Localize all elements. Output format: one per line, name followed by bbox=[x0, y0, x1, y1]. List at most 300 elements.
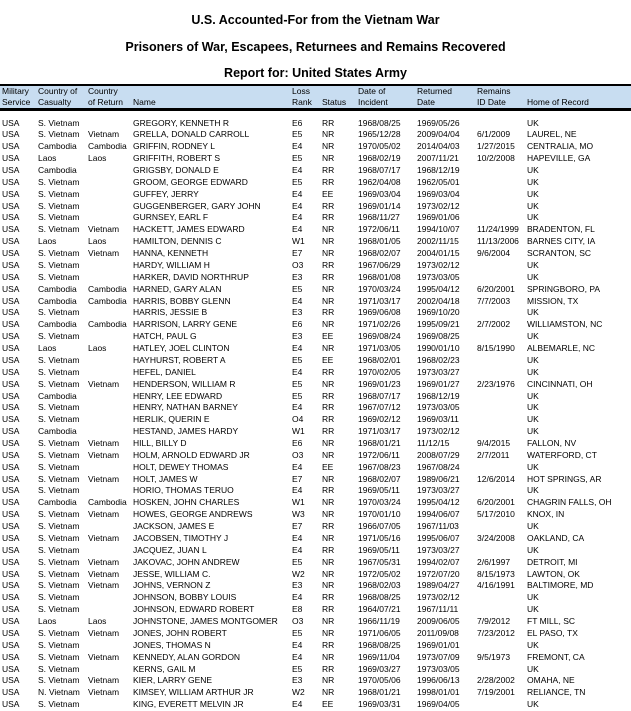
cell-rank: E4 bbox=[292, 544, 303, 555]
cell-status: NR bbox=[322, 509, 335, 520]
cell-service: USA bbox=[2, 188, 20, 199]
cell-return: Vietnam bbox=[88, 248, 120, 259]
cell-casualty: S. Vietnam bbox=[38, 521, 80, 532]
cell-remains: 2/7/2011 bbox=[477, 449, 510, 460]
cell-rank: O4 bbox=[292, 414, 304, 425]
cell-name: GROOM, GEORGE EDWARD bbox=[133, 176, 248, 187]
cell-casualty: S. Vietnam bbox=[38, 117, 80, 128]
table-row bbox=[0, 414, 631, 426]
cell-home: DETROIT, MI bbox=[527, 556, 578, 567]
cell-name: GRIFFITH, ROBERT S bbox=[133, 153, 221, 164]
cell-return: Vietnam bbox=[88, 378, 120, 389]
cell-name: HAYHURST, ROBERT A bbox=[133, 354, 226, 365]
cell-returned: 1969/01/06 bbox=[417, 212, 460, 223]
cell-returned: 1969/03/04 bbox=[417, 188, 460, 199]
cell-service: USA bbox=[2, 604, 20, 615]
cell-name: GURNSEY, EARL F bbox=[133, 212, 209, 223]
cell-name: HOLM, ARNOLD EDWARD JR bbox=[133, 449, 250, 460]
cell-remains: 9/5/1973 bbox=[477, 651, 511, 662]
cell-remains: 2/23/1976 bbox=[477, 378, 515, 389]
cell-name: HARRIS, JESSIE B bbox=[133, 307, 208, 318]
header-loss-rank-line2: Rank bbox=[292, 97, 312, 107]
cell-rank: W1 bbox=[292, 426, 305, 437]
cell-status: NR bbox=[322, 343, 335, 354]
cell-home: OAKLAND, CA bbox=[527, 532, 585, 543]
cell-name: JONES, THOMAS N bbox=[133, 639, 211, 650]
table-row bbox=[0, 438, 631, 450]
cell-status: NR bbox=[322, 627, 335, 638]
header-military-service-line1: Military bbox=[2, 86, 29, 96]
cell-casualty: S. Vietnam bbox=[38, 224, 80, 235]
header-country-of-return-line1: Country bbox=[88, 86, 118, 96]
table-row bbox=[0, 699, 631, 711]
cell-rank: E5 bbox=[292, 176, 303, 187]
cell-incident: 1969/06/08 bbox=[358, 307, 401, 318]
cell-incident: 1966/11/19 bbox=[358, 616, 400, 627]
cell-service: USA bbox=[2, 295, 20, 306]
cell-incident: 1967/06/29 bbox=[358, 259, 401, 270]
cell-status: RR bbox=[322, 212, 335, 223]
cell-service: USA bbox=[2, 556, 20, 567]
cell-incident: 1966/07/05 bbox=[358, 521, 401, 532]
table-row bbox=[0, 260, 631, 272]
cell-returned: 1973/02/12 bbox=[417, 592, 460, 603]
cell-status: EE bbox=[322, 699, 334, 710]
cell-rank: E4 bbox=[292, 592, 303, 603]
cell-casualty: S. Vietnam bbox=[38, 473, 80, 484]
cell-casualty: Cambodia bbox=[38, 164, 77, 175]
cell-rank: E7 bbox=[292, 521, 303, 532]
cell-rank: E3 bbox=[292, 580, 303, 591]
cell-service: USA bbox=[2, 414, 20, 425]
cell-status: RR bbox=[322, 200, 335, 211]
cell-incident: 1970/05/06 bbox=[358, 675, 401, 686]
table-row bbox=[0, 367, 631, 379]
cell-service: USA bbox=[2, 224, 20, 235]
cell-status: NR bbox=[322, 651, 335, 662]
cell-returned: 1969/03/11 bbox=[417, 414, 459, 425]
cell-return: Laos bbox=[88, 236, 107, 247]
header-returned-date-line1: Returned bbox=[417, 86, 452, 96]
cell-remains: 5/17/2010 bbox=[477, 509, 515, 520]
table-row bbox=[0, 319, 631, 331]
cell-casualty: S. Vietnam bbox=[38, 485, 80, 496]
cell-returned: 1994/10/07 bbox=[417, 224, 460, 235]
cell-incident: 1968/08/25 bbox=[358, 592, 401, 603]
header-name-line2: Name bbox=[133, 97, 156, 107]
cell-returned: 1995/04/12 bbox=[417, 283, 460, 294]
cell-status: RR bbox=[322, 485, 335, 496]
cell-service: USA bbox=[2, 675, 20, 686]
cell-rank: E4 bbox=[292, 651, 303, 662]
cell-status: RR bbox=[322, 426, 335, 437]
cell-incident: 1970/03/24 bbox=[358, 283, 401, 294]
cell-remains: 1/27/2015 bbox=[477, 141, 515, 152]
cell-service: USA bbox=[2, 544, 20, 555]
cell-name: KIMSEY, WILLIAM ARTHUR JR bbox=[133, 687, 254, 698]
cell-rank: E4 bbox=[292, 200, 303, 211]
table-row bbox=[0, 521, 631, 533]
header-country-of-casualty-line1: Country of bbox=[38, 86, 78, 96]
header-status-line2: Status bbox=[322, 97, 347, 107]
cell-service: USA bbox=[2, 402, 20, 413]
cell-return: Vietnam bbox=[88, 651, 120, 662]
table-row bbox=[0, 391, 631, 403]
cell-return: Vietnam bbox=[88, 437, 120, 448]
cell-status: RR bbox=[322, 176, 335, 187]
cell-home: UK bbox=[527, 521, 539, 532]
cell-remains: 9/4/2015 bbox=[477, 437, 511, 448]
cell-returned: 1973/03/05 bbox=[417, 402, 460, 413]
cell-incident: 1970/03/24 bbox=[358, 497, 401, 508]
cell-incident: 1969/05/11 bbox=[358, 485, 400, 496]
cell-casualty: S. Vietnam bbox=[38, 699, 80, 710]
cell-service: USA bbox=[2, 236, 20, 247]
cell-name: HENRY, NATHAN BARNEY bbox=[133, 402, 238, 413]
cell-casualty: Cambodia bbox=[38, 295, 77, 306]
header-home-of-record-line2: Home of Record bbox=[527, 97, 589, 107]
table-row bbox=[0, 640, 631, 652]
header-date-of-incident-line2: Incident bbox=[358, 97, 388, 107]
header-remains-id-date-line1: Remains bbox=[477, 86, 511, 96]
cell-returned: 1967/08/24 bbox=[417, 461, 460, 472]
cell-returned: 1969/05/26 bbox=[417, 117, 460, 128]
cell-status: NR bbox=[322, 153, 335, 164]
cell-returned: 1994/02/07 bbox=[417, 556, 460, 567]
cell-name: JOHNSON, EDWARD ROBERT bbox=[133, 604, 255, 615]
cell-service: USA bbox=[2, 568, 20, 579]
cell-home: UK bbox=[527, 402, 539, 413]
cell-incident: 1968/02/07 bbox=[358, 248, 401, 259]
report-title: U.S. Accounted-For from the Vietnam War bbox=[191, 13, 440, 27]
cell-casualty: N. Vietnam bbox=[38, 687, 80, 698]
cell-status: RR bbox=[322, 402, 335, 413]
cell-name: HENRY, LEE EDWARD bbox=[133, 390, 223, 401]
table-row bbox=[0, 426, 631, 438]
cell-returned: 1969/08/25 bbox=[417, 331, 460, 342]
cell-status: NR bbox=[322, 687, 335, 698]
cell-returned: 1995/06/07 bbox=[417, 532, 460, 543]
cell-returned: 1967/11/11 bbox=[417, 604, 459, 615]
cell-service: USA bbox=[2, 176, 20, 187]
cell-incident: 1968/02/19 bbox=[358, 153, 401, 164]
cell-rank: E4 bbox=[292, 188, 303, 199]
cell-status: NR bbox=[322, 129, 335, 140]
cell-return: Vietnam bbox=[88, 129, 120, 140]
cell-remains: 6/20/2001 bbox=[477, 283, 515, 294]
cell-name: HARKER, DAVID NORTHRUP bbox=[133, 271, 249, 282]
cell-casualty: S. Vietnam bbox=[38, 556, 80, 567]
cell-status: RR bbox=[322, 639, 335, 650]
cell-return: Cambodia bbox=[88, 283, 127, 294]
cell-home: UK bbox=[527, 426, 539, 437]
cell-service: USA bbox=[2, 699, 20, 710]
cell-return: Cambodia bbox=[88, 319, 127, 330]
cell-rank: E6 bbox=[292, 437, 303, 448]
table-row bbox=[0, 284, 631, 296]
cell-returned: 2009/06/05 bbox=[417, 616, 460, 627]
cell-return: Laos bbox=[88, 343, 107, 354]
cell-rank: O3 bbox=[292, 616, 304, 627]
table-row bbox=[0, 616, 631, 628]
cell-returned: 1990/01/10 bbox=[417, 343, 460, 354]
cell-returned: 1962/05/01 bbox=[417, 176, 460, 187]
table-row bbox=[0, 201, 631, 213]
cell-status: NR bbox=[322, 224, 335, 235]
cell-home: UK bbox=[527, 414, 539, 425]
table-row bbox=[0, 628, 631, 640]
cell-rank: E5 bbox=[292, 153, 303, 164]
cell-incident: 1971/03/05 bbox=[358, 343, 401, 354]
cell-incident: 1969/01/14 bbox=[358, 200, 401, 211]
table-row bbox=[0, 580, 631, 592]
table-row bbox=[0, 497, 631, 509]
cell-casualty: S. Vietnam bbox=[38, 188, 80, 199]
cell-rank: E4 bbox=[292, 485, 303, 496]
cell-returned: 2008/07/29 bbox=[417, 449, 460, 460]
cell-incident: 1968/01/08 bbox=[358, 271, 401, 282]
cell-returned: 1972/07/20 bbox=[417, 568, 460, 579]
cell-returned: 1998/01/01 bbox=[417, 687, 460, 698]
cell-incident: 1968/07/17 bbox=[358, 390, 401, 401]
cell-remains: 12/6/2014 bbox=[477, 473, 515, 484]
cell-returned: 2002/04/18 bbox=[417, 295, 460, 306]
cell-home: HAPEVILLE, GA bbox=[527, 153, 591, 164]
cell-name: HORIO, THOMAS TERUO bbox=[133, 485, 234, 496]
cell-returned: 1995/09/21 bbox=[417, 319, 460, 330]
cell-home: BRADENTON, FL bbox=[527, 224, 595, 235]
cell-status: NR bbox=[322, 248, 335, 259]
table-row bbox=[0, 177, 631, 189]
cell-incident: 1968/08/25 bbox=[358, 639, 401, 650]
cell-home: KNOX, IN bbox=[527, 509, 565, 520]
cell-status: RR bbox=[322, 307, 335, 318]
cell-returned: 1989/06/21 bbox=[417, 473, 460, 484]
cell-casualty: S. Vietnam bbox=[38, 129, 80, 140]
cell-service: USA bbox=[2, 580, 20, 591]
table-row bbox=[0, 509, 631, 521]
cell-rank: O3 bbox=[292, 259, 304, 270]
cell-service: USA bbox=[2, 307, 20, 318]
cell-rank: E4 bbox=[292, 141, 303, 152]
cell-casualty: S. Vietnam bbox=[38, 402, 80, 413]
cell-incident: 1970/02/05 bbox=[358, 366, 401, 377]
cell-status: NR bbox=[322, 556, 335, 567]
cell-incident: 1968/11/27 bbox=[358, 212, 400, 223]
cell-casualty: Cambodia bbox=[38, 497, 77, 508]
table-row bbox=[0, 236, 631, 248]
cell-home: UK bbox=[527, 176, 539, 187]
cell-remains: 10/2/2008 bbox=[477, 153, 515, 164]
cell-rank: E5 bbox=[292, 663, 303, 674]
cell-casualty: S. Vietnam bbox=[38, 212, 80, 223]
cell-rank: E4 bbox=[292, 366, 303, 377]
cell-returned: 1989/04/27 bbox=[417, 580, 460, 591]
cell-rank: E5 bbox=[292, 283, 303, 294]
cell-casualty: S. Vietnam bbox=[38, 378, 80, 389]
cell-remains: 7/19/2001 bbox=[477, 687, 515, 698]
cell-home: UK bbox=[527, 592, 539, 603]
cell-incident: 1968/08/25 bbox=[358, 117, 401, 128]
cell-status: NR bbox=[322, 568, 335, 579]
cell-service: USA bbox=[2, 651, 20, 662]
cell-remains: 11/13/2006 bbox=[477, 236, 519, 247]
table-row bbox=[0, 355, 631, 367]
cell-incident: 1969/11/04 bbox=[358, 651, 400, 662]
cell-name: HERLIK, QUERIN E bbox=[133, 414, 210, 425]
cell-name: JOHNSON, BOBBY LOUIS bbox=[133, 592, 237, 603]
cell-returned: 1969/01/01 bbox=[417, 639, 460, 650]
cell-status: RR bbox=[322, 366, 335, 377]
cell-casualty: S. Vietnam bbox=[38, 568, 80, 579]
cell-home: UK bbox=[527, 212, 539, 223]
cell-return: Vietnam bbox=[88, 568, 120, 579]
cell-status: NR bbox=[322, 497, 335, 508]
cell-service: USA bbox=[2, 354, 20, 365]
cell-casualty: Cambodia bbox=[38, 141, 77, 152]
table-row bbox=[0, 343, 631, 355]
cell-remains: 8/15/1990 bbox=[477, 343, 515, 354]
header-country-of-casualty-line2: Casualty bbox=[38, 97, 72, 107]
cell-returned: 1973/02/12 bbox=[417, 426, 460, 437]
cell-name: KING, EVERETT MELVIN JR bbox=[133, 699, 244, 710]
cell-returned: 1968/12/19 bbox=[417, 164, 460, 175]
cell-remains: 9/6/2004 bbox=[477, 248, 511, 259]
cell-return: Cambodia bbox=[88, 295, 127, 306]
table-row bbox=[0, 141, 631, 153]
cell-casualty: Cambodia bbox=[38, 390, 77, 401]
table-row bbox=[0, 379, 631, 391]
cell-rank: E5 bbox=[292, 129, 303, 140]
cell-service: USA bbox=[2, 378, 20, 389]
cell-home: OMAHA, NE bbox=[527, 675, 575, 686]
cell-name: JESSE, WILLIAM C. bbox=[133, 568, 211, 579]
cell-name: HEFEL, DANIEL bbox=[133, 366, 196, 377]
cell-casualty: Laos bbox=[38, 236, 57, 247]
cell-returned: 1973/03/05 bbox=[417, 271, 460, 282]
header-military-service-line2: Service bbox=[2, 97, 31, 107]
table-row bbox=[0, 533, 631, 545]
cell-incident: 1968/02/03 bbox=[358, 580, 401, 591]
cell-incident: 1964/07/21 bbox=[358, 604, 401, 615]
cell-incident: 1968/07/17 bbox=[358, 164, 401, 175]
cell-casualty: S. Vietnam bbox=[38, 627, 80, 638]
cell-rank: E4 bbox=[292, 212, 303, 223]
cell-name: KENNEDY, ALAN GORDON bbox=[133, 651, 241, 662]
cell-remains: 7/7/2003 bbox=[477, 295, 511, 306]
cell-incident: 1970/01/10 bbox=[358, 509, 401, 520]
cell-return: Vietnam bbox=[88, 509, 120, 520]
cell-incident: 1972/06/11 bbox=[358, 224, 400, 235]
cell-rank: W3 bbox=[292, 509, 305, 520]
cell-name: HESTAND, JAMES HARDY bbox=[133, 426, 239, 437]
cell-incident: 1971/05/16 bbox=[358, 532, 401, 543]
table-row bbox=[0, 296, 631, 308]
cell-name: HARRISON, LARRY GENE bbox=[133, 319, 238, 330]
cell-home: UK bbox=[527, 544, 539, 555]
cell-home: WATERFORD, CT bbox=[527, 449, 597, 460]
cell-casualty: S. Vietnam bbox=[38, 271, 80, 282]
cell-return: Vietnam bbox=[88, 532, 120, 543]
cell-service: USA bbox=[2, 331, 20, 342]
cell-returned: 2004/01/15 bbox=[417, 248, 460, 259]
cell-returned: 1994/06/07 bbox=[417, 509, 460, 520]
cell-returned: 1967/11/03 bbox=[417, 521, 459, 532]
cell-rank: E4 bbox=[292, 461, 303, 472]
cell-incident: 1969/01/23 bbox=[358, 378, 401, 389]
cell-rank: E4 bbox=[292, 343, 303, 354]
cell-home: UK bbox=[527, 188, 539, 199]
cell-status: RR bbox=[322, 390, 335, 401]
cell-incident: 1969/02/12 bbox=[358, 414, 401, 425]
cell-casualty: S. Vietnam bbox=[38, 248, 80, 259]
cell-name: HOWES, GEORGE ANDREWS bbox=[133, 509, 253, 520]
header-date-of-incident-line1: Date of bbox=[358, 86, 386, 96]
cell-casualty: Cambodia bbox=[38, 426, 77, 437]
cell-name: HOLT, DEWEY THOMAS bbox=[133, 461, 229, 472]
cell-status: EE bbox=[322, 331, 334, 342]
cell-status: EE bbox=[322, 188, 334, 199]
cell-home: WILLIAMSTON, NC bbox=[527, 319, 603, 330]
cell-status: NR bbox=[322, 616, 335, 627]
table-row bbox=[0, 118, 631, 130]
cell-return: Cambodia bbox=[88, 497, 127, 508]
cell-status: RR bbox=[322, 663, 335, 674]
cell-casualty: S. Vietnam bbox=[38, 449, 80, 460]
cell-name: JOHNSTONE, JAMES MONTGOMER bbox=[133, 616, 278, 627]
cell-name: HARNED, GARY ALAN bbox=[133, 283, 222, 294]
cell-status: EE bbox=[322, 461, 334, 472]
cell-returned: 1969/01/27 bbox=[417, 378, 460, 389]
cell-rank: E5 bbox=[292, 627, 303, 638]
cell-rank: E3 bbox=[292, 331, 303, 342]
cell-service: USA bbox=[2, 449, 20, 460]
cell-incident: 1970/05/02 bbox=[358, 141, 401, 152]
cell-home: UK bbox=[527, 461, 539, 472]
cell-remains: 6/1/2009 bbox=[477, 129, 511, 140]
cell-home: EL PASO, TX bbox=[527, 627, 578, 638]
cell-name: JOHNS, VERNON Z bbox=[133, 580, 211, 591]
cell-name: KERNS, GAIL M bbox=[133, 663, 196, 674]
cell-casualty: S. Vietnam bbox=[38, 366, 80, 377]
cell-remains: 3/24/2008 bbox=[477, 532, 515, 543]
table-row bbox=[0, 153, 631, 165]
cell-returned: 1969/04/05 bbox=[417, 699, 460, 710]
cell-incident: 1968/01/21 bbox=[358, 437, 401, 448]
table-row bbox=[0, 224, 631, 236]
cell-home: UK bbox=[527, 699, 539, 710]
cell-incident: 1962/04/08 bbox=[358, 176, 401, 187]
cell-remains: 2/6/1997 bbox=[477, 556, 511, 567]
cell-return: Laos bbox=[88, 616, 107, 627]
cell-service: USA bbox=[2, 319, 20, 330]
cell-status: NR bbox=[322, 141, 335, 152]
cell-returned: 1995/04/12 bbox=[417, 497, 460, 508]
cell-home: FALLON, NV bbox=[527, 437, 577, 448]
cell-service: USA bbox=[2, 485, 20, 496]
cell-service: USA bbox=[2, 461, 20, 472]
table-row bbox=[0, 165, 631, 177]
cell-incident: 1969/03/04 bbox=[358, 188, 401, 199]
cell-rank: E5 bbox=[292, 378, 303, 389]
cell-casualty: Laos bbox=[38, 153, 57, 164]
cell-service: USA bbox=[2, 509, 20, 520]
cell-incident: 1968/01/21 bbox=[358, 687, 401, 698]
cell-incident: 1968/01/05 bbox=[358, 236, 401, 247]
cell-rank: E5 bbox=[292, 354, 303, 365]
cell-casualty: Cambodia bbox=[38, 319, 77, 330]
cell-casualty: S. Vietnam bbox=[38, 354, 80, 365]
